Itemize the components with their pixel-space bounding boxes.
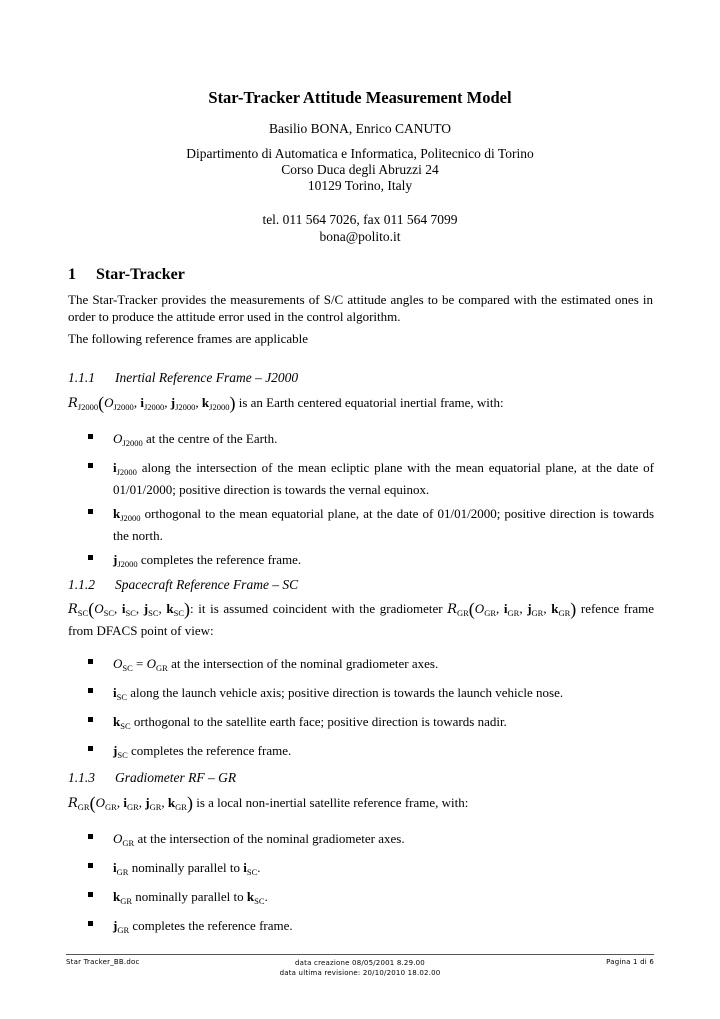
- email-line: bona@polito.it: [319, 229, 401, 244]
- footer-created: data creazione 08/05/2001 8.29.00: [295, 959, 425, 967]
- list-item-text: orthogonal to the mean equatorial plane, at the date of 01/01/2000; positive direction is towards the north.: [113, 506, 654, 543]
- list-item-text: at the intersection of the nominal gradiometer axes.: [134, 831, 405, 846]
- subscript: J2000: [117, 559, 138, 569]
- list-item: $k_{GR}$ nominally parallel to $k_{SC}$.: [88, 888, 654, 910]
- frame-description: refence frame from DFACS point of view:: [68, 601, 655, 638]
- bullet-icon: [88, 463, 93, 468]
- subscript: J2000: [120, 513, 141, 523]
- axis-k: k: [113, 714, 121, 729]
- section-heading: [68, 266, 185, 284]
- subscript: GR: [456, 608, 469, 618]
- axis-k: k: [167, 795, 176, 810]
- list-item: $i_{GR}$ nominally parallel to $i_{SC}$.: [88, 859, 654, 881]
- axis-j: j: [113, 743, 118, 758]
- bullet-icon: [88, 509, 93, 514]
- origin-symbol: O: [146, 656, 157, 671]
- intro-paragraph: The Star-Tracker provides the measurements of S/C attitude angles to be compared with the estimated ones in order to produce the attitude error used in the control algorithm.: [68, 292, 653, 324]
- frames-paragraph: The following reference frames are applicable: [68, 331, 309, 346]
- subscript: SC: [77, 608, 89, 618]
- subsection-number: 1.1.1: [68, 370, 95, 385]
- origin-symbol: O: [95, 795, 105, 810]
- subscript: J2000: [175, 402, 196, 412]
- authors: Basilio BONA, Enrico CANUTO: [269, 121, 451, 136]
- subsection-heading-j2000: [68, 370, 298, 386]
- j2000-axes-list: [88, 430, 654, 580]
- list-item: [88, 713, 654, 735]
- subscript: J2000: [77, 402, 99, 412]
- origin-symbol: O: [113, 656, 123, 671]
- subscript: GR: [77, 802, 90, 812]
- bullet-icon: [88, 746, 93, 751]
- axis-k: k: [113, 889, 121, 904]
- origin-symbol: O: [104, 395, 114, 410]
- axis-j: j: [113, 552, 118, 567]
- list-item: [88, 505, 654, 544]
- subscript: GR: [149, 802, 162, 812]
- paren-open: (: [468, 599, 475, 619]
- list-item-text: completes the reference frame.: [127, 743, 292, 758]
- subscript: SC: [120, 721, 131, 731]
- axis-i: i: [243, 860, 247, 875]
- affiliation-line-3: 10129 Torino, Italy: [307, 178, 413, 193]
- axis-j: j: [143, 601, 149, 616]
- axis-i: i: [121, 601, 126, 616]
- list-item: [88, 684, 654, 706]
- subscript: GR: [558, 608, 571, 618]
- subscript: GR: [156, 663, 168, 673]
- footer-divider: [66, 954, 654, 955]
- list-item-text: orthogonal to the satellite earth face; positive direction is towards nadir.: [130, 714, 507, 729]
- subscript: GR: [120, 896, 133, 906]
- list-item: [88, 830, 654, 852]
- frame-definition-j2000: $R_{J2000}(O_{J2000}$, $i_{J2000}$, $j_{J2000}$, $k_{J2000}$) is an Earth centered equatorial inertial frame, with:: [68, 393, 504, 413]
- subscript: SC: [148, 608, 159, 618]
- list-item-text: at the centre of the Earth.: [142, 431, 278, 446]
- subscript: SC: [103, 608, 114, 618]
- subsection-title: Inertial Reference Frame – J2000: [115, 370, 299, 385]
- subscript: GR: [484, 608, 496, 618]
- subscript: SC: [117, 750, 128, 760]
- axis-i: i: [113, 460, 117, 475]
- subscript: SC: [116, 692, 128, 702]
- axis-i: i: [503, 601, 508, 616]
- bullet-icon: [88, 863, 93, 868]
- subscript: J2000: [113, 402, 134, 412]
- subscript: SC: [122, 663, 133, 673]
- origin-symbol: O: [474, 601, 485, 616]
- sc-axes-list: [88, 655, 654, 771]
- affiliation-line-1: Dipartimento di Automatica e Informatica, Politecnico di Torino: [186, 146, 534, 161]
- section-number: 1: [68, 266, 76, 283]
- frame-definition-gr: $R_{GR}(O_{GR}$, $i_{GR}$, $j_{GR}$, $k_{GR}$) is a local non-inertial satellite reference frame, with:: [68, 793, 469, 813]
- paren-close: ): [570, 599, 577, 619]
- list-item: [88, 430, 654, 452]
- frame-symbol: R: [447, 602, 457, 617]
- axis-j: j: [170, 395, 176, 410]
- subsection-title: Spacecraft Reference Frame – SC: [115, 577, 299, 592]
- bullet-icon: [88, 555, 93, 560]
- bullet-icon: [88, 717, 93, 722]
- bullet-icon: [88, 921, 93, 926]
- list-item-text: completes the reference frame.: [137, 552, 302, 567]
- subscript: J2000: [143, 402, 165, 412]
- subsection-heading-gr: [68, 770, 236, 786]
- origin-symbol: O: [113, 831, 123, 846]
- paren-close: ): [184, 599, 191, 619]
- axis-j: j: [527, 601, 532, 616]
- axis-i: i: [123, 795, 127, 810]
- axis-k: k: [166, 601, 174, 616]
- subscript: SC: [125, 608, 136, 618]
- axis-i: i: [140, 395, 144, 410]
- subsection-heading-sc: [68, 577, 298, 593]
- frame-description: is a local non-inertial satellite reference frame, with:: [192, 795, 469, 810]
- bullet-icon: [88, 892, 93, 897]
- subscript: GR: [117, 925, 130, 935]
- subscript: J2000: [209, 402, 230, 412]
- subscript: GR: [531, 608, 544, 618]
- footer-revised: data ultima revisione: 20/10/2010 18.02.00: [279, 969, 441, 977]
- list-item: [88, 551, 654, 573]
- list-item-text: completes the reference frame.: [129, 918, 293, 933]
- paren-open: (: [88, 599, 95, 619]
- bullet-icon: [88, 659, 93, 664]
- paper-title: Star-Tracker Attitude Measurement Model: [208, 88, 512, 107]
- paren-open: (: [89, 793, 96, 813]
- list-item-text: at the intersection of the nominal gradiometer axes.: [167, 656, 439, 671]
- list-item: [88, 655, 654, 677]
- paren-open: (: [98, 393, 105, 413]
- footer-page-number: Pagina 1 di 6: [606, 958, 654, 966]
- list-item-text: nominally parallel to: [132, 889, 247, 904]
- list-item-text: along the launch vehicle axis; positive direction is towards the launch vehicle nose.: [127, 685, 564, 700]
- footer-filename: Star Tracker_BB.doc: [66, 958, 140, 966]
- frame-symbol: R: [68, 602, 78, 617]
- equals-sign: =: [132, 656, 147, 671]
- subscript: GR: [116, 867, 129, 877]
- subscript: SC: [173, 608, 185, 618]
- subscript: J2000: [122, 438, 143, 448]
- section-title: Star-Tracker: [96, 266, 185, 283]
- affiliation-line-2: Corso Duca degli Abruzzi 24: [281, 162, 439, 177]
- paren-close: ): [186, 793, 193, 813]
- list-item-text: nominally parallel to: [128, 860, 244, 875]
- frame-definition-sc: $R_{SC}(O_{SC}$, $i_{SC}$, $j_{SC}$, $k_{SC}$): it is assumed coincident with the gradiometer $R_{GR}(O_{GR}$, $i_{GR}$, $j_{GR}$, $k_{GR}$) refence frame from DFACS point of view:: [68, 599, 655, 638]
- axis-i: i: [113, 685, 117, 700]
- bullet-icon: [88, 688, 93, 693]
- axis-k: k: [246, 889, 255, 904]
- bullet-icon: [88, 434, 93, 439]
- paren-close: ): [229, 393, 236, 413]
- origin-symbol: O: [94, 601, 104, 616]
- frame-symbol: R: [68, 396, 78, 411]
- subsection-title: Gradiometer RF – GR: [115, 770, 237, 785]
- axis-k: k: [551, 601, 559, 616]
- axis-k: k: [201, 395, 210, 410]
- axis-k: k: [113, 506, 121, 521]
- subscript: GR: [126, 802, 139, 812]
- subscript: SC: [246, 867, 258, 877]
- subscript: GR: [175, 802, 187, 812]
- origin-symbol: O: [113, 431, 123, 446]
- list-item: [88, 742, 654, 764]
- list-item: [88, 917, 654, 939]
- subscript: GR: [507, 608, 520, 618]
- list-item-text: along the intersection of the mean ecliptic plane with the mean equatorial plane, at the date of 01/01/2000; positive direction is towards the vernal equinox.: [113, 460, 654, 497]
- subscript: GR: [122, 838, 135, 848]
- axis-j: j: [145, 795, 150, 810]
- bullet-icon: [88, 834, 93, 839]
- subscript: SC: [254, 896, 265, 906]
- subsection-number: 1.1.3: [68, 770, 95, 785]
- list-item: [88, 459, 654, 498]
- subscript: J2000: [116, 467, 137, 477]
- gr-axes-list: [88, 830, 654, 946]
- axis-i: i: [113, 860, 117, 875]
- frame-description: : it is assumed coincident with the gradiometer: [190, 601, 448, 616]
- frame-symbol: R: [68, 796, 78, 811]
- frame-description: is an Earth centered equatorial inertial frame, with:: [235, 395, 504, 410]
- subscript: GR: [105, 802, 117, 812]
- contact-line: tel. 011 564 7026, fax 011 564 7099: [262, 212, 458, 227]
- subsection-number: 1.1.2: [68, 577, 95, 592]
- axis-j: j: [113, 918, 118, 933]
